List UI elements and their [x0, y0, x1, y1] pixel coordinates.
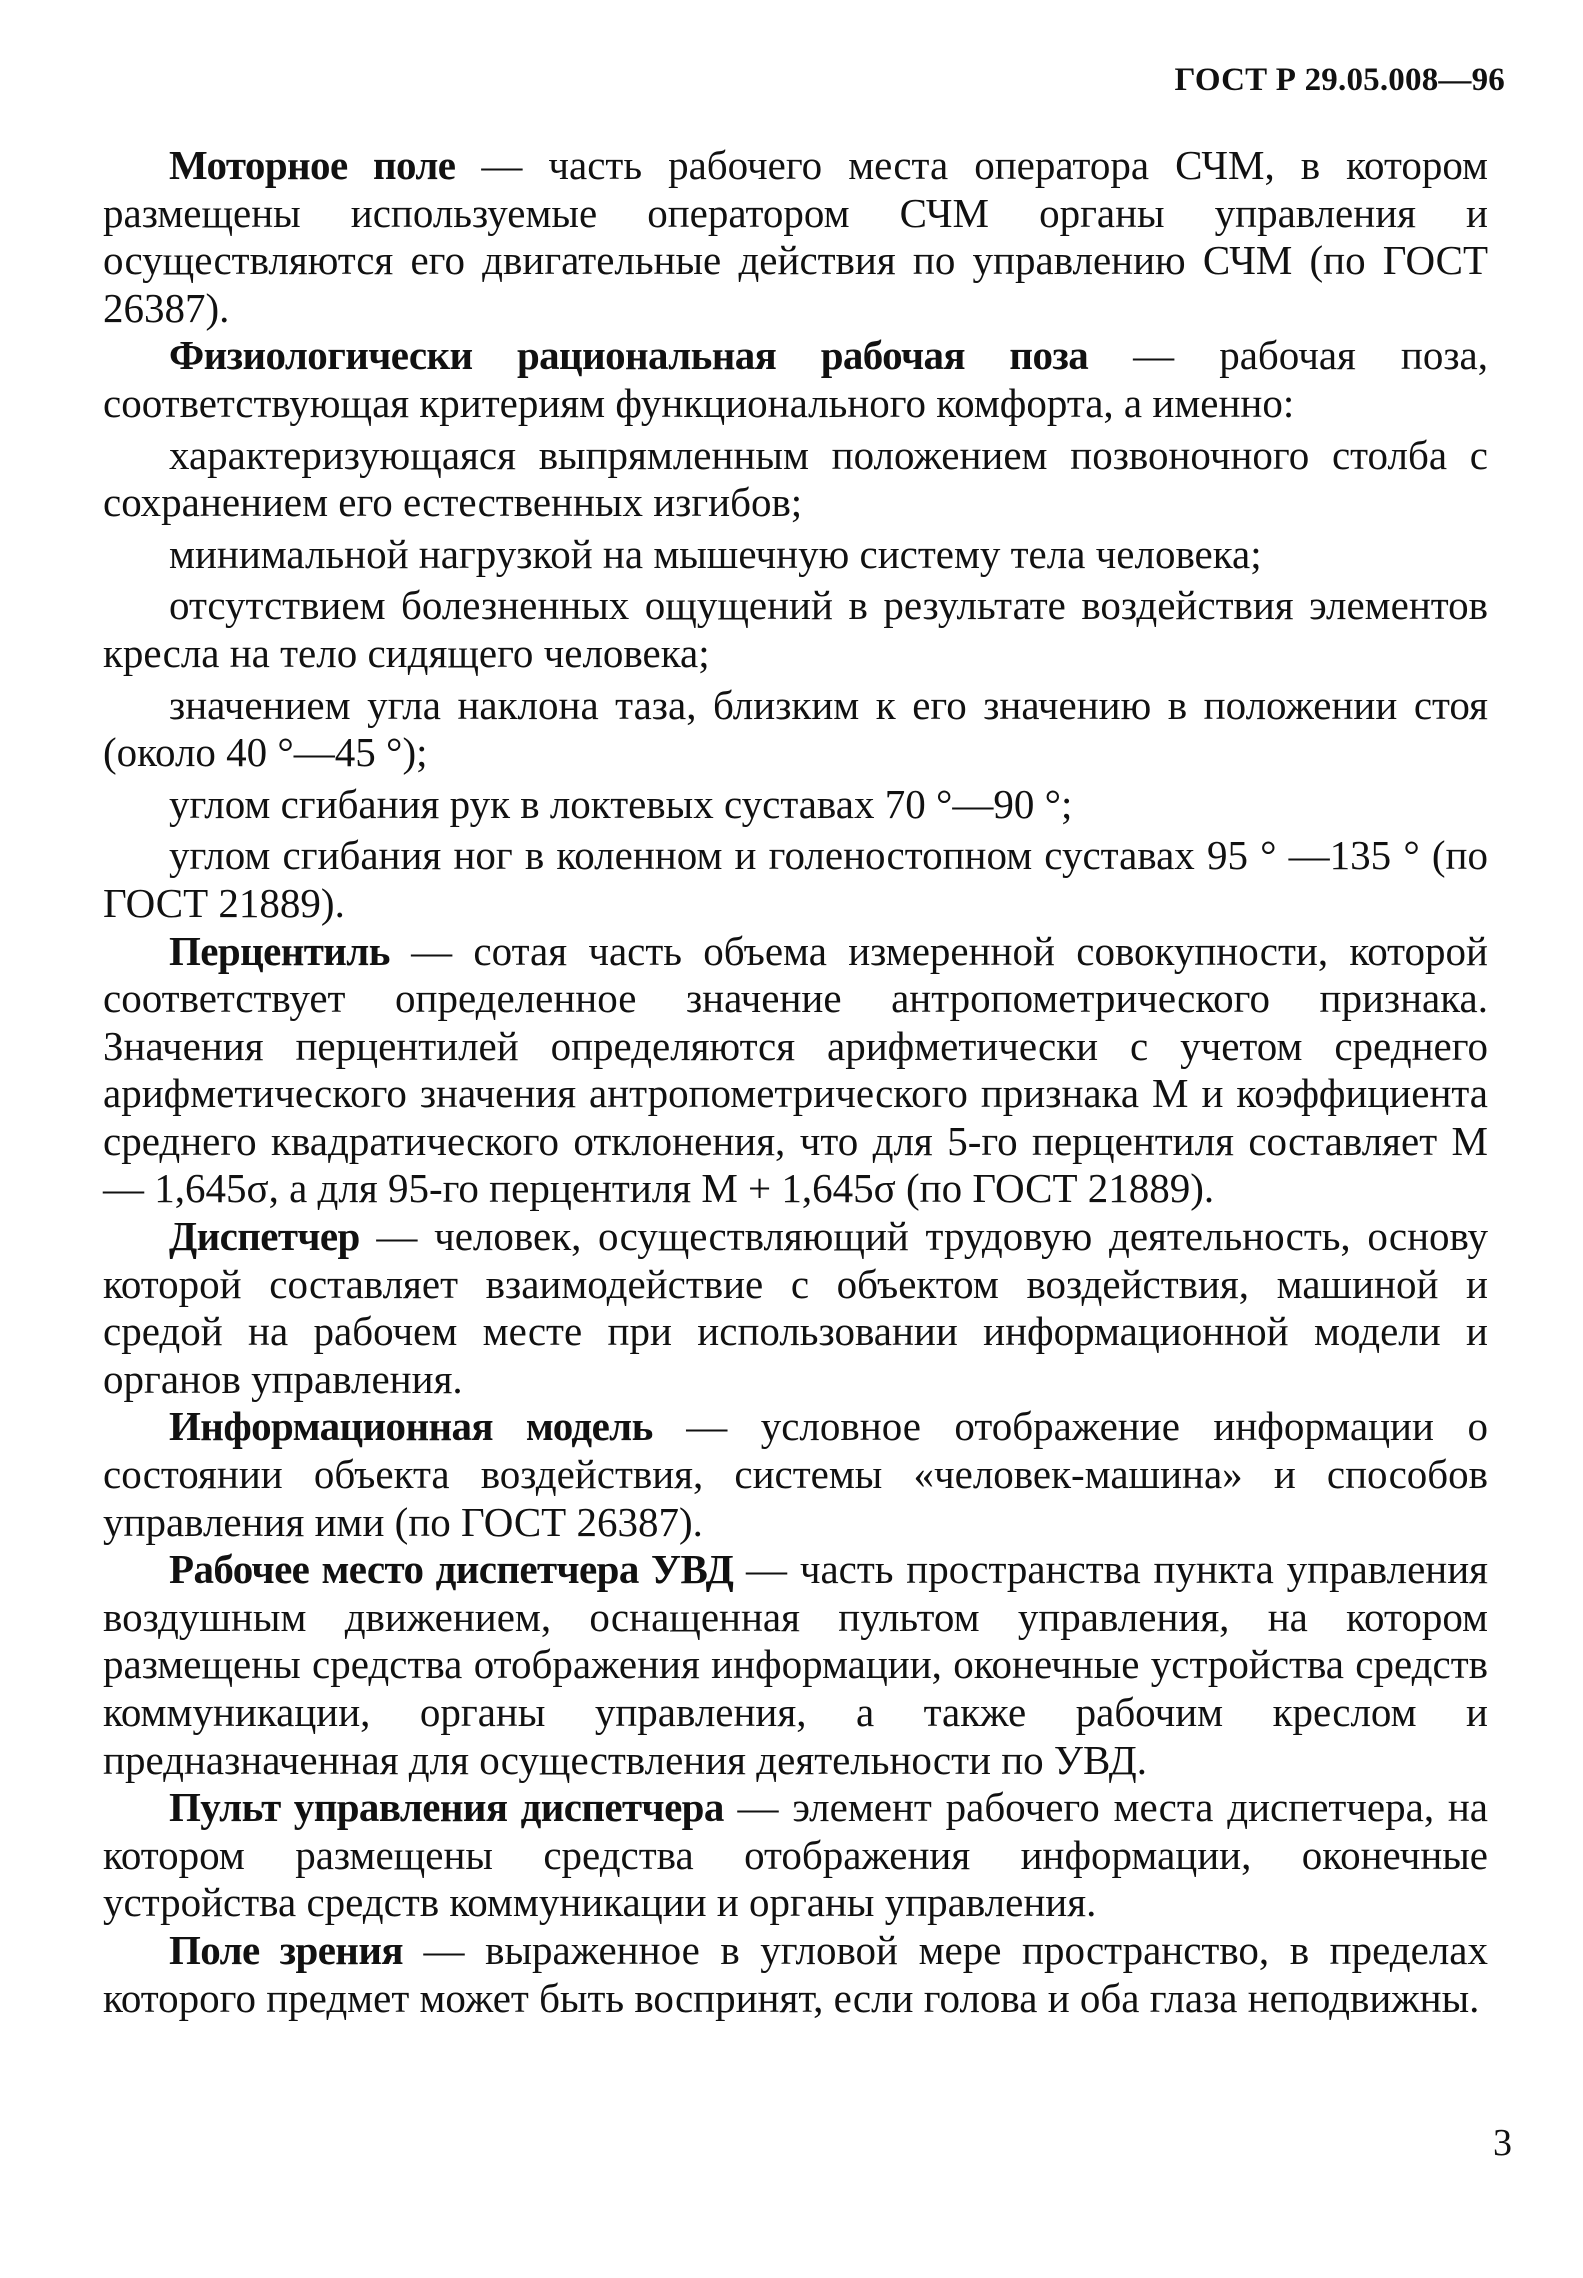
term-label: Рабочее место диспетчера УВД	[169, 1546, 734, 1593]
term-label: Пульт управления диспетчера	[169, 1784, 724, 1831]
posture-criterion-legs	[103, 832, 1488, 927]
definition-field-of-view	[103, 1927, 1488, 2022]
definition-text: — сотая часть объема измеренной совокупности, которой соответствует определенное значение антропометрического признака. Значения перцентилей определяются арифметически с учетом среднего арифметического значения антропометрического признака М и коэффициента среднего квадратического отклонения, что для 5-го перцентиля составляет М — 1,645σ, а для 95-го перцентиля М + 1,645σ (по ГОСТ 21889).	[103, 927, 1488, 1212]
definition-text: — элемент рабочего места диспетчера, на котором размещены средства отображения информации, оконечные устройства средств коммуникации и органы управления.	[103, 1784, 1488, 1926]
definition-text: — часть рабочего места оператора СЧМ, в котором размещены используемые оператором СЧМ органы управления и осуществляются его двигательные действия по управлению СЧМ (по ГОСТ 26387).	[103, 142, 1488, 331]
definitions-body	[103, 142, 1488, 2022]
posture-criterion-spine	[103, 432, 1488, 527]
criterion-text: отсутствием болезненных ощущений в результате воздействия элементов кресла на тело сидящего человека;	[103, 582, 1488, 676]
term-label: Диспетчер	[169, 1213, 360, 1260]
definition-text: — человек, осуществляющий трудовую деятельность, основу которой составляет взаимодействие с объектом воздействия, машиной и средой на рабочем месте при использовании информационной модели и органов управления.	[103, 1213, 1488, 1402]
definition-information-model	[103, 1403, 1488, 1546]
term-label: Перцентиль	[169, 927, 390, 974]
definition-dispatcher	[103, 1213, 1488, 1403]
definition-text: — условное отображение информации о состоянии объекта воздействия, системы «человек-машина» и способов управления ими (по ГОСТ 26387).	[103, 1403, 1488, 1545]
definition-working-posture	[103, 332, 1488, 427]
posture-criterion-pelvis	[103, 682, 1488, 777]
criterion-text: характеризующаяся выпрямленным положением позвоночного столба с сохранением его естественных изгибов;	[103, 431, 1488, 526]
definition-text: — часть пространства пункта управления воздушным движением, оснащенная пультом управления, на котором размещены средства отображения информации, оконечные устройства средств коммуникации, органы управления, а также рабочим креслом и предназначенная для осуществления деятельности по УВД.	[103, 1546, 1489, 1783]
definition-atc-workplace	[103, 1546, 1488, 1784]
definition-percentile	[103, 928, 1488, 1214]
term-label: Информационная модель	[169, 1403, 653, 1450]
posture-criterion-load	[103, 531, 1488, 579]
criterion-text: минимальной нагрузкой на мышечную систему тела человека;	[169, 530, 1262, 577]
term-label: Моторное поле	[169, 142, 456, 188]
term-label: Поле зрения	[169, 1926, 403, 1973]
definition-motor-field	[103, 142, 1488, 332]
posture-criterion-pain	[103, 582, 1488, 677]
posture-criterion-arms	[103, 781, 1488, 829]
criterion-text: значением угла наклона таза, близким к его значению в положении стоя (около 40 °—45 °);	[103, 681, 1488, 776]
term-label: Физиологически рациональная рабочая поза	[169, 332, 1089, 379]
definition-control-console	[103, 1784, 1488, 1927]
definition-text: — выраженное в угловой мере пространство, в пределах которого предмет может быть воспринят, если голова и оба глаза неподвижны.	[103, 1926, 1488, 2021]
standard-code-header: ГОСТ Р 29.05.008—96	[1174, 62, 1505, 98]
criterion-text: углом сгибания ног в коленном и голеностопном суставах 95 ° —135 ° (по ГОСТ 21889).	[103, 832, 1488, 926]
criterion-text: углом сгибания рук в локтевых суставах 70 °—90 °;	[169, 780, 1073, 827]
page-number: 3	[1493, 2122, 1512, 2164]
definition-text: — рабочая поза, соответствующая критериям функционального комфорта, а именно:	[103, 332, 1489, 426]
